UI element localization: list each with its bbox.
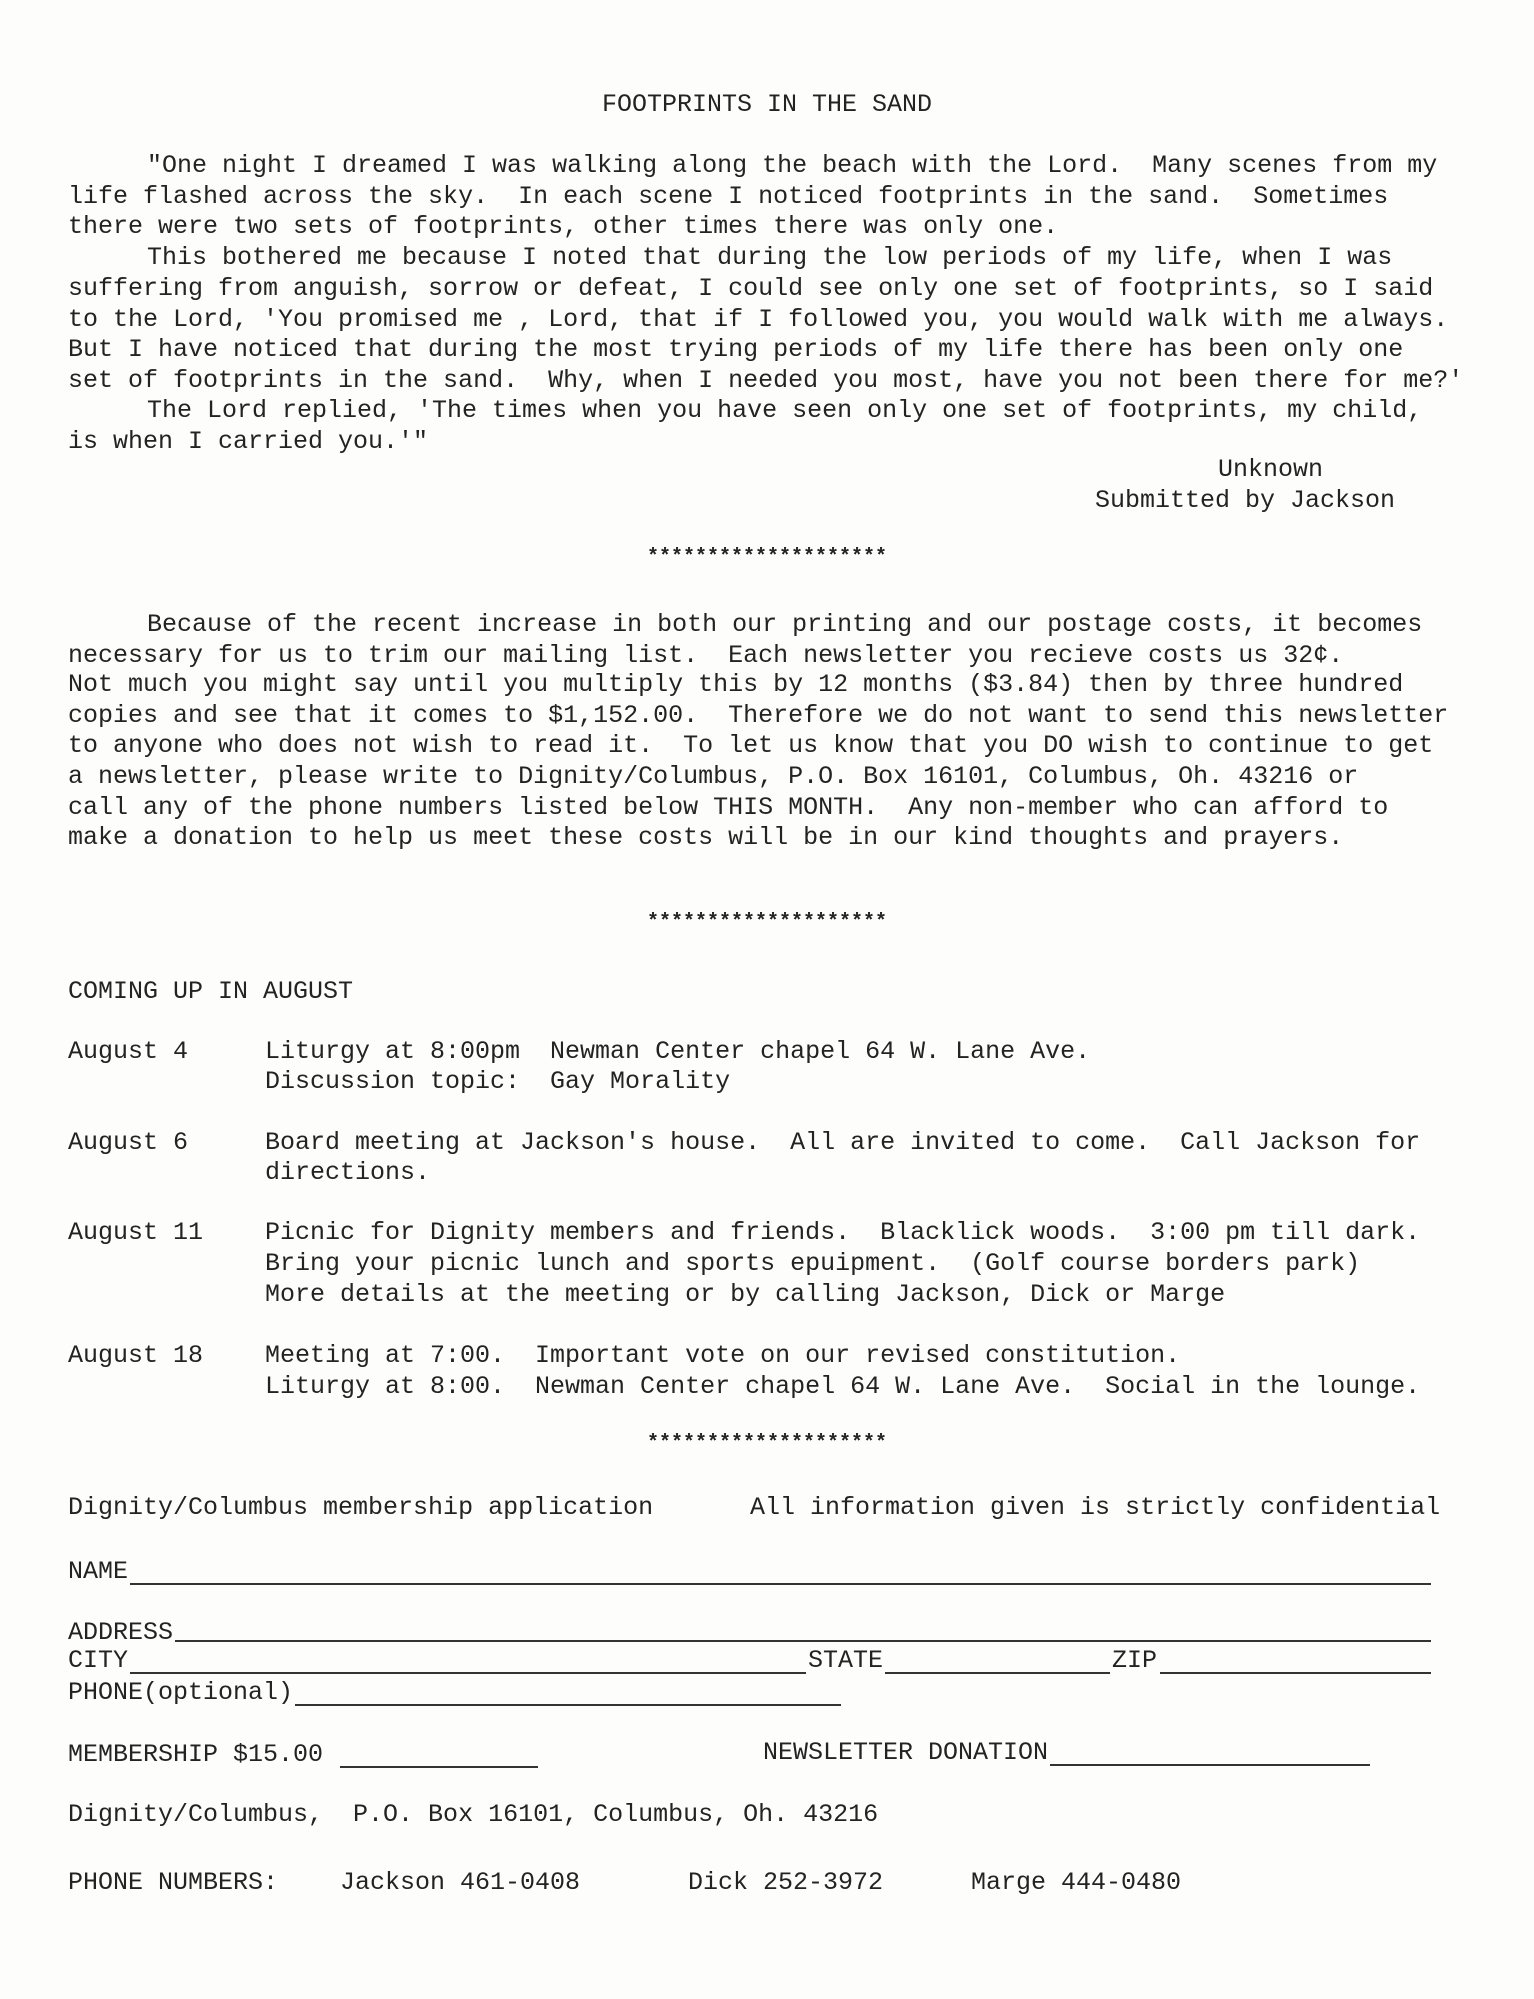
poem-line: life flashed across the sky. In each scene I noticed footprints in the sand. Sometimes [68,182,1389,211]
notice-line: a newsletter, please write to Dignity/Columbus, P.O. Box 16101, Columbus, Oh. 43216 or [68,762,1359,791]
poem-author: Unknown [1218,455,1324,484]
zip-field[interactable] [1160,1672,1431,1674]
notice-line: copies and see that it comes to $1,152.00. Therefore we do not want to send this newsletter [68,701,1449,730]
form-title: Dignity/Columbus membership application [68,1493,654,1522]
donation-label: NEWSLETTER DONATION [763,1738,1049,1767]
event-date: August 11 [68,1218,204,1247]
separator: ******************** [646,1432,888,1455]
notice-line: Because of the recent increase in both our printing and our postage costs, it becomes [147,610,1423,639]
name-label: NAME [68,1557,129,1586]
confidential-note: All information given is strictly confidential [750,1493,1441,1522]
membership-field[interactable] [340,1766,538,1768]
membership-label: MEMBERSHIP $15.00 [68,1740,324,1769]
address-field[interactable] [175,1640,1431,1642]
poem-line: there were two sets of footprints, other times there was only one. [68,212,1059,241]
contact-dick: Dick 252-3972 [688,1868,884,1897]
phone-numbers-label: PHONE NUMBERS: [68,1868,279,1897]
contact-jackson: Jackson 461-0408 [340,1868,581,1897]
zip-label: ZIP [1112,1646,1158,1675]
city-label: CITY [68,1646,129,1675]
address-label: ADDRESS [68,1618,174,1647]
notice-line: call any of the phone numbers listed below THIS MONTH. Any non-member who can afford to [68,793,1389,822]
phone-field[interactable] [295,1704,841,1706]
poem-line: "One night I dreamed I was walking along the beach with the Lord. Many scenes from my [147,151,1438,180]
name-field[interactable] [130,1583,1431,1585]
state-field[interactable] [885,1672,1110,1674]
poem-submitter: Submitted by Jackson [1095,486,1396,515]
poem-line: The Lord replied, 'The times when you have seen only one set of footprints, my child, [147,396,1423,425]
notice-line: make a donation to help us meet these costs will be in our kind thoughts and prayers. [68,823,1344,852]
event-line: Meeting at 7:00. Important vote on our revised constitution. [265,1341,1181,1370]
notice-line: necessary for us to trim our mailing list. Each newsletter you recieve costs us 32¢. [68,641,1344,670]
events-heading: COMING UP IN AUGUST [68,977,354,1006]
notice-line: Not much you might say until you multiply this by 12 months ($3.84) then by three hundred [68,670,1404,699]
city-field[interactable] [130,1672,806,1674]
event-date: August 4 [68,1037,189,1066]
poem-line: is when I carried you.'" [68,427,429,456]
event-line: directions. [265,1158,431,1187]
donation-field[interactable] [1050,1764,1370,1766]
mailing-address: Dignity/Columbus, P.O. Box 16101, Columbus, Oh. 43216 [68,1800,879,1829]
poem-line: This bothered me because I noted that during the low periods of my life, when I was [147,243,1393,272]
page-title: FOOTPRINTS IN THE SAND [601,90,933,119]
event-date: August 6 [68,1128,189,1157]
separator: ******************** [646,911,888,934]
event-date: August 18 [68,1341,204,1370]
poem-line: suffering from anguish, sorrow or defeat, I could see only one set of footprints, so I said [68,274,1434,303]
event-line: Discussion topic: Gay Morality [265,1067,731,1096]
event-line: Liturgy at 8:00. Newman Center chapel 64 W. Lane Ave. Social in the lounge. [265,1372,1421,1401]
poem-line: to the Lord, 'You promised me , Lord, that if I followed you, you would walk with me always. [68,305,1449,334]
phone-label: PHONE(optional) [68,1678,294,1707]
event-line: Picnic for Dignity members and friends. Blacklick woods. 3:00 pm till dark. [265,1218,1421,1247]
state-label: STATE [808,1646,884,1675]
event-line: Bring your picnic lunch and sports epuipment. (Golf course borders park) [265,1249,1361,1278]
separator: ******************** [646,546,888,569]
poem-line: But I have noticed that during the most trying periods of my life there has been only one [68,335,1404,364]
contact-marge: Marge 444-0480 [971,1868,1182,1897]
event-line: Board meeting at Jackson's house. All are invited to come. Call Jackson for [265,1128,1421,1157]
event-line: Liturgy at 8:00pm Newman Center chapel 64 W. Lane Ave. [265,1037,1091,1066]
event-line: More details at the meeting or by calling Jackson, Dick or Marge [265,1280,1226,1309]
poem-line: set of footprints in the sand. Why, when I needed you most, have you not been there for me?' [68,366,1464,395]
notice-line: to anyone who does not wish to read it. To let us know that you DO wish to continue to get [68,731,1434,760]
